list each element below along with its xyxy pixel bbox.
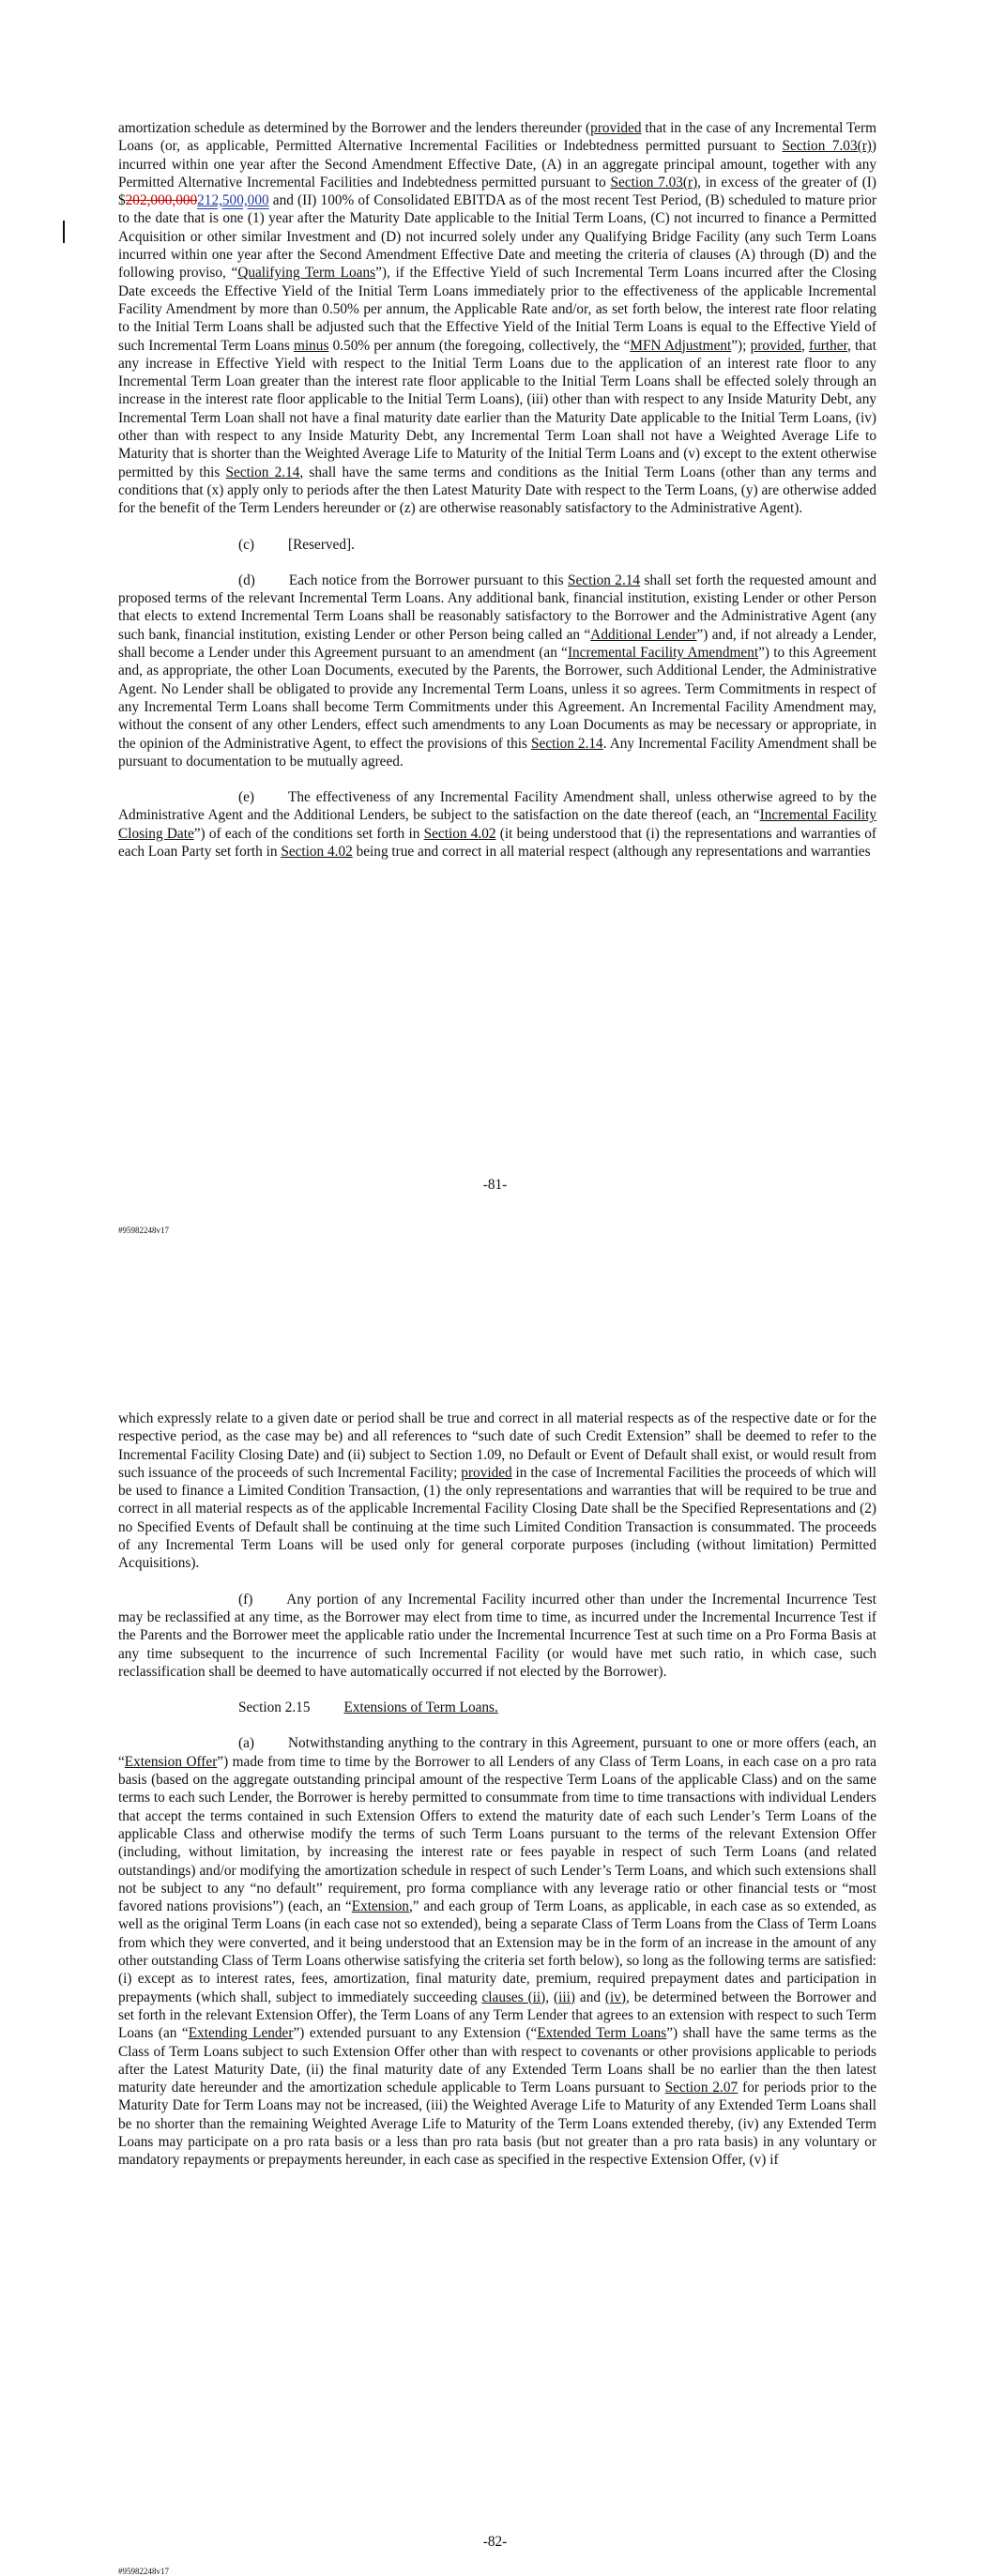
document-id: #95982248v17: [118, 2567, 169, 2576]
clause-label: (d): [238, 572, 255, 588]
clause-reference: (iv): [604, 1989, 627, 2005]
clause-reference: clauses (ii): [481, 1989, 546, 2005]
section-reference: Section 2.07: [664, 2080, 739, 2096]
page-81-body: [118, 119, 876, 878]
page-82-body: [118, 1410, 876, 2187]
defined-term: Additional Lender: [590, 626, 697, 643]
section-reference: Section 2.14: [531, 735, 603, 752]
defined-term: Incremental Facility Closing Date: [118, 807, 876, 842]
section-reference: Section 2.14: [225, 464, 300, 480]
defined-term: Qualifying Term Loans: [237, 265, 376, 282]
page-82: [0, 1398, 990, 2576]
emphasis-term: provided: [461, 1464, 512, 1481]
page-number: -82-: [482, 2534, 508, 2550]
revision-change-bar: [63, 221, 65, 243]
section-reference: Section 4.02: [423, 825, 496, 842]
section-reference: Section 4.02: [281, 843, 353, 860]
paragraph-e: (e) The effectiveness of any Incremental Facility Amendment shall, unless otherwise agreed to by the Administrative Agent and the Additional Lenders, be subject to the satisfaction on the date thereof (each, an “Incremental Facility Closing Date”) of each of the conditions set forth in Section 4.02 (it being understood that (i) the representations and warranties of each Loan Party set forth in Section 4.02 being true and correct in all material respect (although any representations and warranties: [118, 789, 876, 860]
defined-term: Incremental Facility Amendment: [567, 645, 759, 662]
clause-label: (c): [238, 536, 254, 553]
defined-term: MFN Adjustment: [630, 337, 732, 354]
section-heading: [118, 1699, 876, 1716]
section-reference: Section 7.03(r): [782, 138, 872, 155]
section-reference: Section 7.03(r): [610, 174, 698, 191]
defined-term: Extension: [351, 1898, 409, 1915]
deleted-amount: 202,000,000: [125, 192, 198, 209]
section-title: Extensions of Term Loans.: [343, 1700, 498, 1716]
section-reference: Section 2.14: [567, 572, 641, 588]
page-number: -81-: [482, 1177, 508, 1193]
paragraph-e-continuation: which expressly relate to a given date or period shall be true and correct in all material respects as of the respective date or for the respective period, as the case may be) and all references to “such date of such Credit Extension” shall be deemed to refer to the Incremental Facility Closing Date) and (ii) subject to Section 1.09, no Default or Event of Default shall exist, or would result from such issuance of the proceeds of such Incremental Facility; provided in the case of Incremental Facilities the proceeds of which will be used to finance a Limited Condition Transaction, (1) the only representations and warranties that will be required to be true and correct in all material respects as of the applicable Incremental Facility Closing Date shall be the Specified Representations and (2) no Specified Events of Default shall be continuing at the time such Limited Condition Transaction is consummated. The proceeds of any Incremental Term Loans will be used only for general corporate purposes (including (without limitation) Permitted Acquisitions).: [118, 1410, 876, 1572]
clause-label: (f): [238, 1591, 253, 1608]
page-81: [0, 0, 990, 1258]
paragraph-d: (d) Each notice from the Borrower pursuant to this Section 2.14 shall set forth the requested amount and proposed terms of the relevant Incremental Term Loans. Any additional bank, financial institution, existing Lender or other Person that elects to extend Incremental Term Loans shall be reasonably satisfactory to the Borrower and the Administrative Agent (any such bank, financial institution, existing Lender or other Person being called an “Additional Lender”) and, if not already a Lender, shall become a Lender under this Agreement pursuant to an amendment (an “Incremental Facility Amendment”) to this Agreement and, as appropriate, the other Loan Documents, executed by the Parents, the Borrower, such Additional Lender, the Administrative Agent. No Lender shall be obligated to provide any Incremental Term Loans, unless it so agrees. Term Commitments in respect of any Incremental Term Loans shall become Term Commitments under this Agreement. An Incremental Facility Amendment may, without the consent of any other Lenders, effect such amendments to any Loan Documents as may be necessary or appropriate, in the opinion of the Administrative Agent, to effect the provisions of this Section 2.14. Any Incremental Facility Amendment shall be pursuant to documentation to be mutually agreed.: [118, 572, 876, 770]
document-id: #95982248v17: [118, 1226, 169, 1235]
section-number: Section 2.15: [238, 1700, 311, 1716]
clause-label: (a): [238, 1735, 254, 1752]
clause-label: (e): [238, 789, 254, 806]
defined-term: Extending Lender: [188, 2025, 294, 2042]
emphasis-term: provided: [750, 337, 801, 354]
emphasis-term: further: [809, 337, 848, 354]
inserted-amount: 212,500,000: [197, 192, 269, 209]
defined-term: Extended Term Loans: [537, 2025, 667, 2042]
paragraph-c: (c) [Reserved].: [238, 536, 355, 553]
paragraph-a-continuation: amortization schedule as determined by the Borrower and the lenders thereunder (provided that in the case of any Incremental Term Loans (or, as applicable, Permitted Alternative Incremental Facilities or Indebtedness permitted pursuant to Section 7.03(r)) incurred within one year after the Second Amendment Effective Date, (A) in an aggregate principal amount, together with any Permitted Alternative Incremental Facilities and Indebtedness permitted pursuant to Section 7.03(r), in excess of the greater of (I) $202,000,000212,500,000 and (II) 100% of Consolidated EBITDA as of the most recent Test Period, (B) scheduled to mature prior to the date that is one (1) year after the Maturity Date applicable to the Initial Term Loans, (C) not incurred to finance a Permitted Acquisition or other similar Investment and (D) not incurred solely under any Qualifying Bridge Facility (any such Term Loans incurred within one year after the Second Amendment Effective Date and meeting the criteria of clauses (A) through (D) and the following proviso, “Qualifying Term Loans”), if the Effective Yield of such Incremental Term Loans incurred after the Closing Date exceeds the Effective Yield of the Initial Term Loans immediately prior to the effectiveness of the applicable Incremental Facility Amendment by more than 0.50% per annum, the Applicable Rate and/or, as set forth below, the interest rate floor relating to the Initial Term Loans shall be adjusted such that the Effective Yield of the Initial Term Loans is equal to the Effective Yield of such Incremental Term Loans minus 0.50% per annum (the foregoing, collectively, the “MFN Adjustment”); provided, further, that any increase in Effective Yield with respect to the Initial Term Loans due to the application of an interest rate floor to any Incremental Term Loan greater than the interest rate floor applicable to the Initial Term Loans shall be effected solely through an increase in the interest rate floor applicable to the Initial Term Loans), (iii) other than with respect to any Inside Maturity Debt, any Incremental Term Loan shall not have a final maturity date earlier than the Maturity Date applicable to the Initial Term Loans, (iv) other than with respect to any Inside Maturity Debt, any Incremental Term Loan shall not have a Weighted Average Life to Maturity that is shorter than the Weighted Average Life to Maturity of the Initial Term Loans and (v) except to the extent otherwise permitted by this Section 2.14, shall have the same terms and conditions as the Initial Term Loans (other than any terms and conditions that (x) apply only to periods after the then Latest Maturity Date with respect to the Term Loans, (y) are otherwise added for the benefit of the Term Lenders hereunder or (z) are otherwise reasonably satisfactory to the Administrative Agent).: [118, 120, 877, 517]
paragraph-a: (a) Notwithstanding anything to the contrary in this Agreement, pursuant to one or more offers (each, an “Extension Offer”) made from time to time by the Borrower to all Lenders of any Class of Term Loans, in each case on a pro rata basis (based on the aggregate outstanding principal amount of the respective Term Loans of the applicable Class) and on the same terms to each such Lender, the Borrower is hereby permitted to consummate from time to time transactions with individual Lenders that accept the terms contained in such Extension Offers to extend the maturity date of each such Lender’s Term Loans of the applicable Class and otherwise modify the terms of such Term Loans pursuant to the terms of the relevant Extension Offer (including, without limitation, by increasing the interest rate or fees payable in respect of such Term Loans (and related outstandings) and/or modifying the amortization schedule in respect of such Lender’s Term Loans, and which such extensions shall not be subject to any “no default” requirement, pro forma compliance with any leverage ratio or other financial tests or “most favored nations provisions”) (each, an “Extension,” and each group of Term Loans, as applicable, in each case as so extended, as well as the original Term Loans (in each case not so extended), being a separate Class of Term Loans from the Class of Term Loans from which they were converted, and it being understood that an Extension may be in the form of an increase in the amount of any other outstanding Class of Term Loans otherwise satisfying the criteria set forth below), so long as the following terms are satisfied: (i) except as to interest rates, fees, amortization, final maturity date, premium, required prepayment dates and participation in prepayments (which shall, subject to immediately succeeding clauses (ii), (iii) and (iv), be determined between the Borrower and set forth in the relevant Extension Offer), the Term Loans of any Term Lender that agrees to an extension with respect to such Term Loans (an “Extending Lender”) extended pursuant to any Extension (“Extended Term Loans”) shall have the same terms as the Class of Term Loans subject to such Extension Offer other than with respect to covenants or other provisions applicable to periods after the Latest Maturity Date, (ii) the final maturity date of any Extended Term Loans shall be no earlier than the then latest maturity date hereunder and the amortization schedule applicable to Term Loans pursuant to Section 2.07 for periods prior to the Maturity Date for Term Loans may not be increased, (iii) the Weighted Average Life to Maturity of any Extended Term Loans shall be no shorter than the remaining Weighted Average Life to Maturity of the Term Loans extended thereby, (iv) any Extended Term Loans may participate on a pro rata basis or a less than pro rata basis (but not greater than a pro rata basis) in any voluntary or mandatory repayments or prepayments hereunder, in each case as specified in the respective Extension Offer, (v) if: [118, 1735, 877, 2169]
defined-term: Extension Offer: [124, 1753, 218, 1770]
defined-term: provided: [590, 120, 642, 136]
clause-reference: (iii): [554, 1989, 575, 2005]
paragraph-f: (f) Any portion of any Incremental Facility incurred other than under the Incremental Incurrence Test may be reclassified at any time, as the Borrower may elect from time to time, as incurred under the Incremental Incurrence Test if the Parents and the Borrower meet the applicable ratio under the Incremental Incurrence Test at such time on a Pro Forma Basis at any time subsequent to the incurrence of such Incremental Facility (or would have met such ratio, in which case, such reclassification shall be deemed to have automatically occurred if not elected by the Borrower).: [118, 1591, 876, 1680]
emphasis-term: minus: [294, 337, 329, 354]
